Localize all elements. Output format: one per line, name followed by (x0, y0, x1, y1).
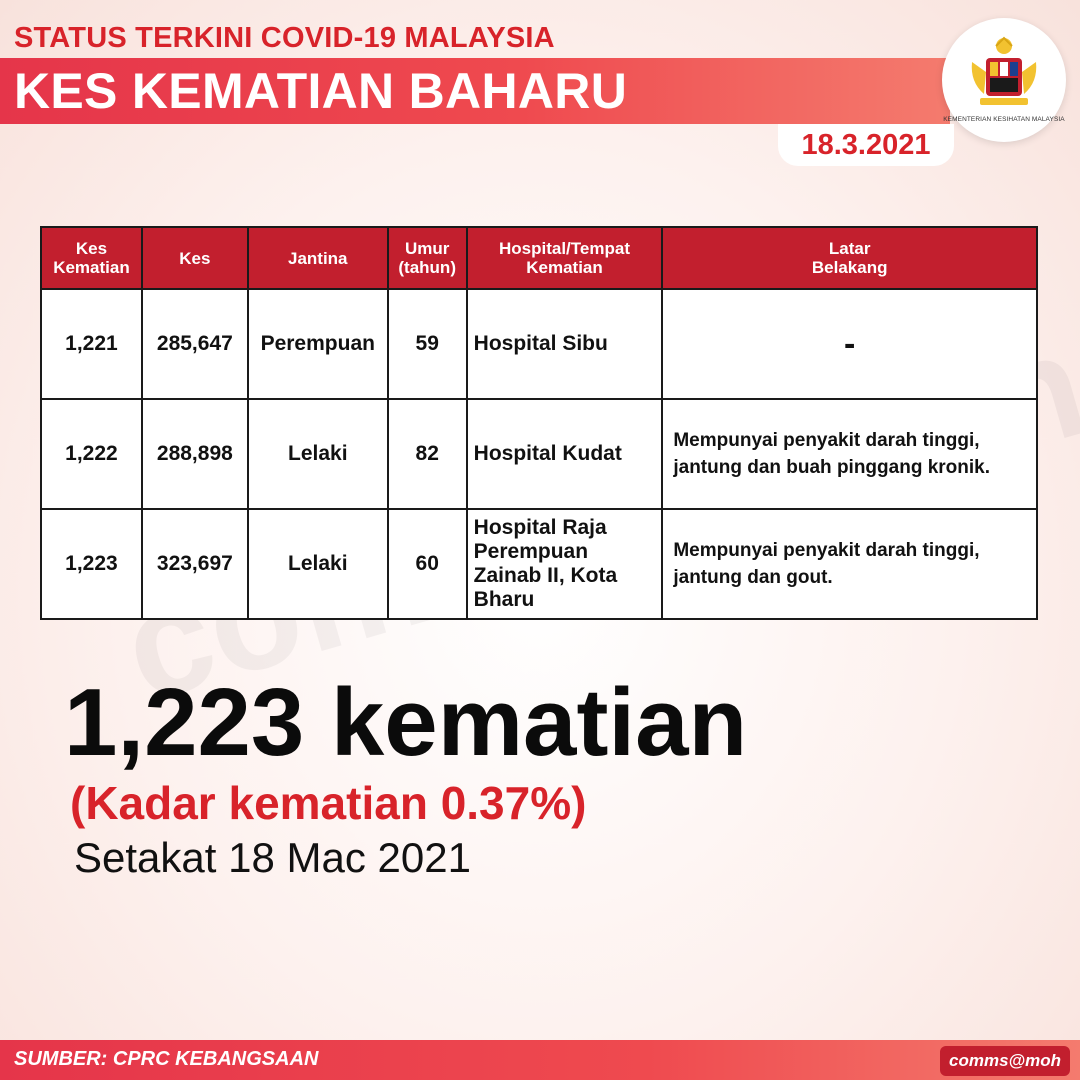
death-number-cell: 1,221 (41, 289, 142, 399)
ministry-logo (942, 18, 1066, 142)
source-label: SUMBER: CPRC KEBANGSAAN (14, 1048, 319, 1070)
death-rate: (Kadar kematian 0.37%) (70, 777, 587, 829)
hospital-cell: Hospital Sibu (467, 289, 663, 399)
date-badge: 18.3.2021 (778, 124, 954, 166)
header-cell: Hospital/Tempat Kematian (467, 227, 663, 289)
background-cell: Mempunyai penyakit darah tinggi, jantung dan buah pinggang kronik. (662, 399, 1037, 509)
header-cell: Kes (142, 227, 248, 289)
background-cell: - (662, 289, 1037, 399)
gender-cell: Perempuan (248, 289, 388, 399)
table-row (41, 399, 1037, 509)
age-cell: 59 (388, 289, 467, 399)
case-number-cell: 288,898 (142, 399, 248, 509)
gender-cell: Lelaki (248, 509, 388, 619)
hospital-cell: Hospital Raja Perempuan Zainab II, Kota Bharu (467, 509, 663, 619)
gender-cell: Lelaki (248, 399, 388, 509)
header-cell: Jantina (248, 227, 388, 289)
age-cell: 60 (388, 509, 467, 619)
hospital-cell: Hospital Kudat (467, 399, 663, 509)
table-row (41, 289, 1037, 399)
page-subtitle: STATUS TERKINI COVID-19 MALAYSIA (14, 22, 555, 54)
table-row (41, 509, 1037, 619)
case-number-cell: 323,697 (142, 509, 248, 619)
age-cell: 82 (388, 399, 467, 509)
header-cell: Kes Kematian (41, 227, 142, 289)
total-deaths: 1,223 kematian (64, 669, 748, 776)
table-header-row (41, 227, 1037, 289)
page-title: KES KEMATIAN BAHARU (14, 63, 628, 119)
coat-of-arms-icon (964, 32, 1044, 112)
social-handle-badge: comms@moh (940, 1046, 1070, 1076)
death-number-cell: 1,222 (41, 399, 142, 509)
death-number-cell: 1,223 (41, 509, 142, 619)
background-cell: Mempunyai penyakit darah tinggi, jantung dan gout. (662, 509, 1037, 619)
header-cell: Umur (tahun) (388, 227, 467, 289)
case-number-cell: 285,647 (142, 289, 248, 399)
deaths-table (40, 226, 1038, 620)
logo-caption: KEMENTERIAN KESIHATAN MALAYSIA (943, 116, 1065, 123)
as-of-date: Setakat 18 Mac 2021 (74, 834, 471, 881)
header-cell: Latar Belakang (662, 227, 1037, 289)
